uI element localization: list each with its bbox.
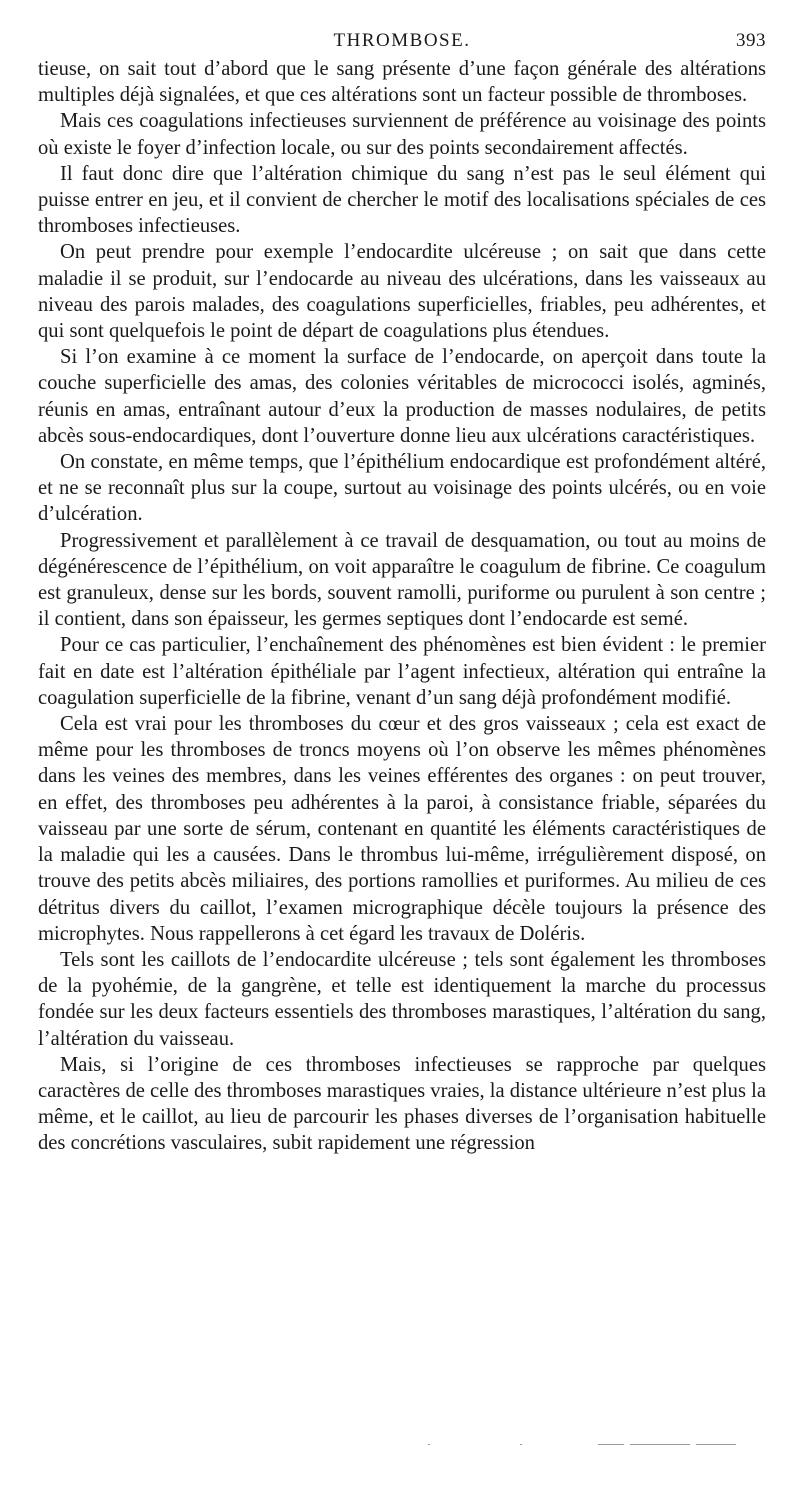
book-page [38,30,766,1157]
paragraph: Mais, si l’origine de ces thromboses infectieuses se rapproche par quelques caractères de celle des thromboses marastiques vraies, la distance ultérieure n’est plus la même, et le caillot, au lieu de parcourir les phases diverses de l’organisation habituelle des concrétions vasculaires, subit rapidement une régression [38,1053,766,1155]
paragraph: Progressivement et parallèlement à ce travail de desquamation, ou tout au moins de dégénérescence de l’épithélium, on voit apparaître le coagulum de fibrine. Ce coagulum est granuleux, dense sur les bords, souvent ramolli, puriforme ou purulent à son centre ; il contient, dans son épaisseur, les germes septiques dont l’endocarde est semé. [38,529,766,631]
scan-artifact-marks [420,1440,770,1448]
body-text [38,56,766,1157]
paragraph: Il faut donc dire que l’altération chimique du sang n’est pas le seul élément qui puisse entrer en jeu, et il convient de chercher le motif des localisations spéciales de ces thromboses infectieuses. [38,162,766,238]
paragraph: tieuse, on sait tout d’abord que le sang présente d’une façon générale des altérations multiples déjà signalées, et que ces altérations sont un facteur possible de thromboses. [38,58,766,107]
running-head [38,30,766,56]
paragraph: On peut prendre pour exemple l’endocardite ulcéreuse ; on sait que dans cette maladie il se produit, sur l’endocarde au niveau des ulcérations, dans les vaisseaux au niveau des parois malades, des coagulations superficielles, friables, peu adhérentes, et qui sont quelquefois le point de départ de coagulations plus étendues. [38,241,766,343]
paragraph: Si l’on examine à ce moment la surface de l’endocarde, on aperçoit dans toute la couche superficielle des amas, des colonies véritables de micrococci isolés, agminés, réunis en amas, entraînant autour d’eux la production de masses nodulaires, de petits abcès sous-endocardiques, dont l’ouverture donne lieu aux ulcérations caractéristiques. [38,346,766,447]
page-number: 393 [736,30,766,51]
paragraph: On constate, en même temps, que l’épithélium endocardique est profondément altéré, et ne se reconnaît plus sur la coupe, surtout au voisinage des points ulcérés, ou en voie d’ulcération. [38,451,766,526]
paragraph: Mais ces coagulations infectieuses surviennent de préférence au voisinage des points où existe le foyer d’infection locale, ou sur des points secondairement affectés. [38,110,766,159]
paragraph: Pour ce cas particulier, l’enchaînement des phénomènes est bien évident : le premier fait en date est l’altération épithéliale par l’agent infectieux, altération qui entraîne la coagulation superficielle de la fibrine, venant d’un sang déjà profondément modifié. [38,634,766,709]
paragraph: Tels sont les caillots de l’endocardite ulcéreuse ; tels sont également les thromboses de la pyohémie, de la gangrène, et telle est identiquement la marche du processus fondée sur les deux facteurs essentiels des thromboses marastiques, l’altération du sang, l’altération du vaisseau. [38,948,766,1050]
running-title: THROMBOSE. [333,30,471,51]
paragraph: Cela est vrai pour les thromboses du cœur et des gros vaisseaux ; cela est exact de même pour les thromboses de troncs moyens où l’on observe les mêmes phénomènes dans les veines des membres, dans les veines efférentes des organes : on peut trouver, en effet, des thromboses peu adhérentes à la paroi, à consistance friable, séparées du vaisseau par une sorte de sérum, contenant en quantité les éléments caractéristiques de la maladie qui les a causées. Dans le thrombus lui-même, irrégulièrement disposé, on trouve des petits abcès miliaires, des portions ramollies et puriformes. Au milieu de ces détritus divers du caillot, l’examen micrographique décèle toujours la présence des microphytes. Nous rappellerons à cet égard les travaux de Doléris. [38,713,766,945]
